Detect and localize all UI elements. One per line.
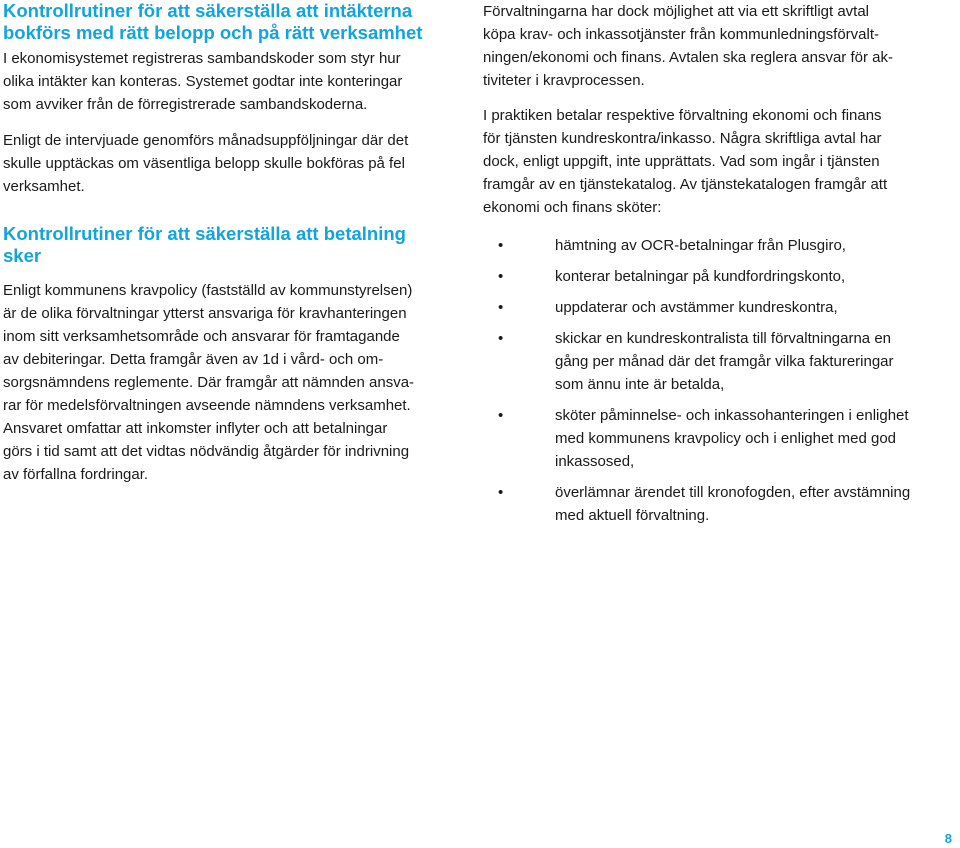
list-item-text: hämtning av OCR-betalningar från Plusgiro, [555,237,846,254]
bullet-icon: • [498,407,504,424]
bullet-icon: • [498,330,504,347]
bullet-icon: • [498,268,504,285]
bullet-icon: • [498,299,504,316]
page-number: 8 [944,831,952,846]
list-item [483,327,943,396]
bullet-icon: • [498,237,504,254]
paragraph: I ekonomisystemet registreras sambandskoder som styr hur olika intäkter kan konteras. Systemet godtar inte konteringar som avviker från de förregistrerade sambandskoderna. [3,50,403,113]
paragraph: Förvaltningarna har dock möjlighet att via ett skriftligt avtal köpa krav- och inkassotjänster från kommunledningsförvalt- ningen/ekonomi och finans. Avtalen ska reglera ansvar för ak- tiviteter i kravprocessen. [483,3,893,89]
left-column [3,0,451,486]
paragraph: Enligt de intervjuade genomförs månadsuppföljningar där det skulle upptäckas om väsentliga belopp skulle bokföras på fel verksamhet. [3,132,409,195]
list-item-text: överlämnar ärendet till kronofogden, efter avstämning med aktuell förvaltning. [555,484,911,524]
list-item [483,404,943,473]
section-heading-payment-controls: Kontrollrutiner för att säkerställa att betalning sker [3,223,406,266]
list-item [483,234,943,257]
list-item-text: uppdaterar och avstämmer kundreskontra, [555,299,838,316]
list-item-text: konterar betalningar på kundfordringskonto, [555,268,846,285]
list-item [483,265,943,288]
paragraph: I praktiken betalar respektive förvaltning ekonomi och finans för tjänsten kundreskontra/inkasso. Några skriftliga avtal har dock, enligt uppgift, inte upprättats. Vad som ingår i tjänsten framgår av en tjänstekatalog. Av tjänstekatalogen framgår att ekonomi och finans sköter: [483,107,888,216]
list-item-text: skickar en kundreskontralista till förvaltningarna en gång per månad där det framgår vilka faktureringar som ännu inte är betalda, [555,330,894,393]
service-list [483,234,943,527]
bullet-icon: • [498,484,504,501]
paragraph: Enligt kommunens kravpolicy (fastställd av kommunstyrelsen) är de olika förvaltningar ytterst ansvariga för kravhanteringen inom sitt verksamhetsområde och ansvarar för framtagande av debiteringar. Detta framgår även av 1d i vård- och om- sorgsnämndens reglemente. Där framgår att nämnden ansva- rar för medelsförvaltningen avseende nämndens verksamhet. Ansvaret omfattar att inkomster inflyter och att betalningar görs i tid samt att det vidtas nödvändig åtgärder för indrivning av förfallna fordringar. [3,282,415,483]
list-item [483,296,943,319]
section-heading-revenue-controls: Kontrollrutiner för att säkerställa att intäkterna bokförs med rätt belopp och på rätt verksamhet [3,0,423,43]
right-column [483,0,943,527]
list-item [483,481,943,527]
list-item-text: sköter påminnelse- och inkassohanteringen i enlighet med kommunens kravpolicy och i enlighet med god inkassosed, [555,407,909,470]
